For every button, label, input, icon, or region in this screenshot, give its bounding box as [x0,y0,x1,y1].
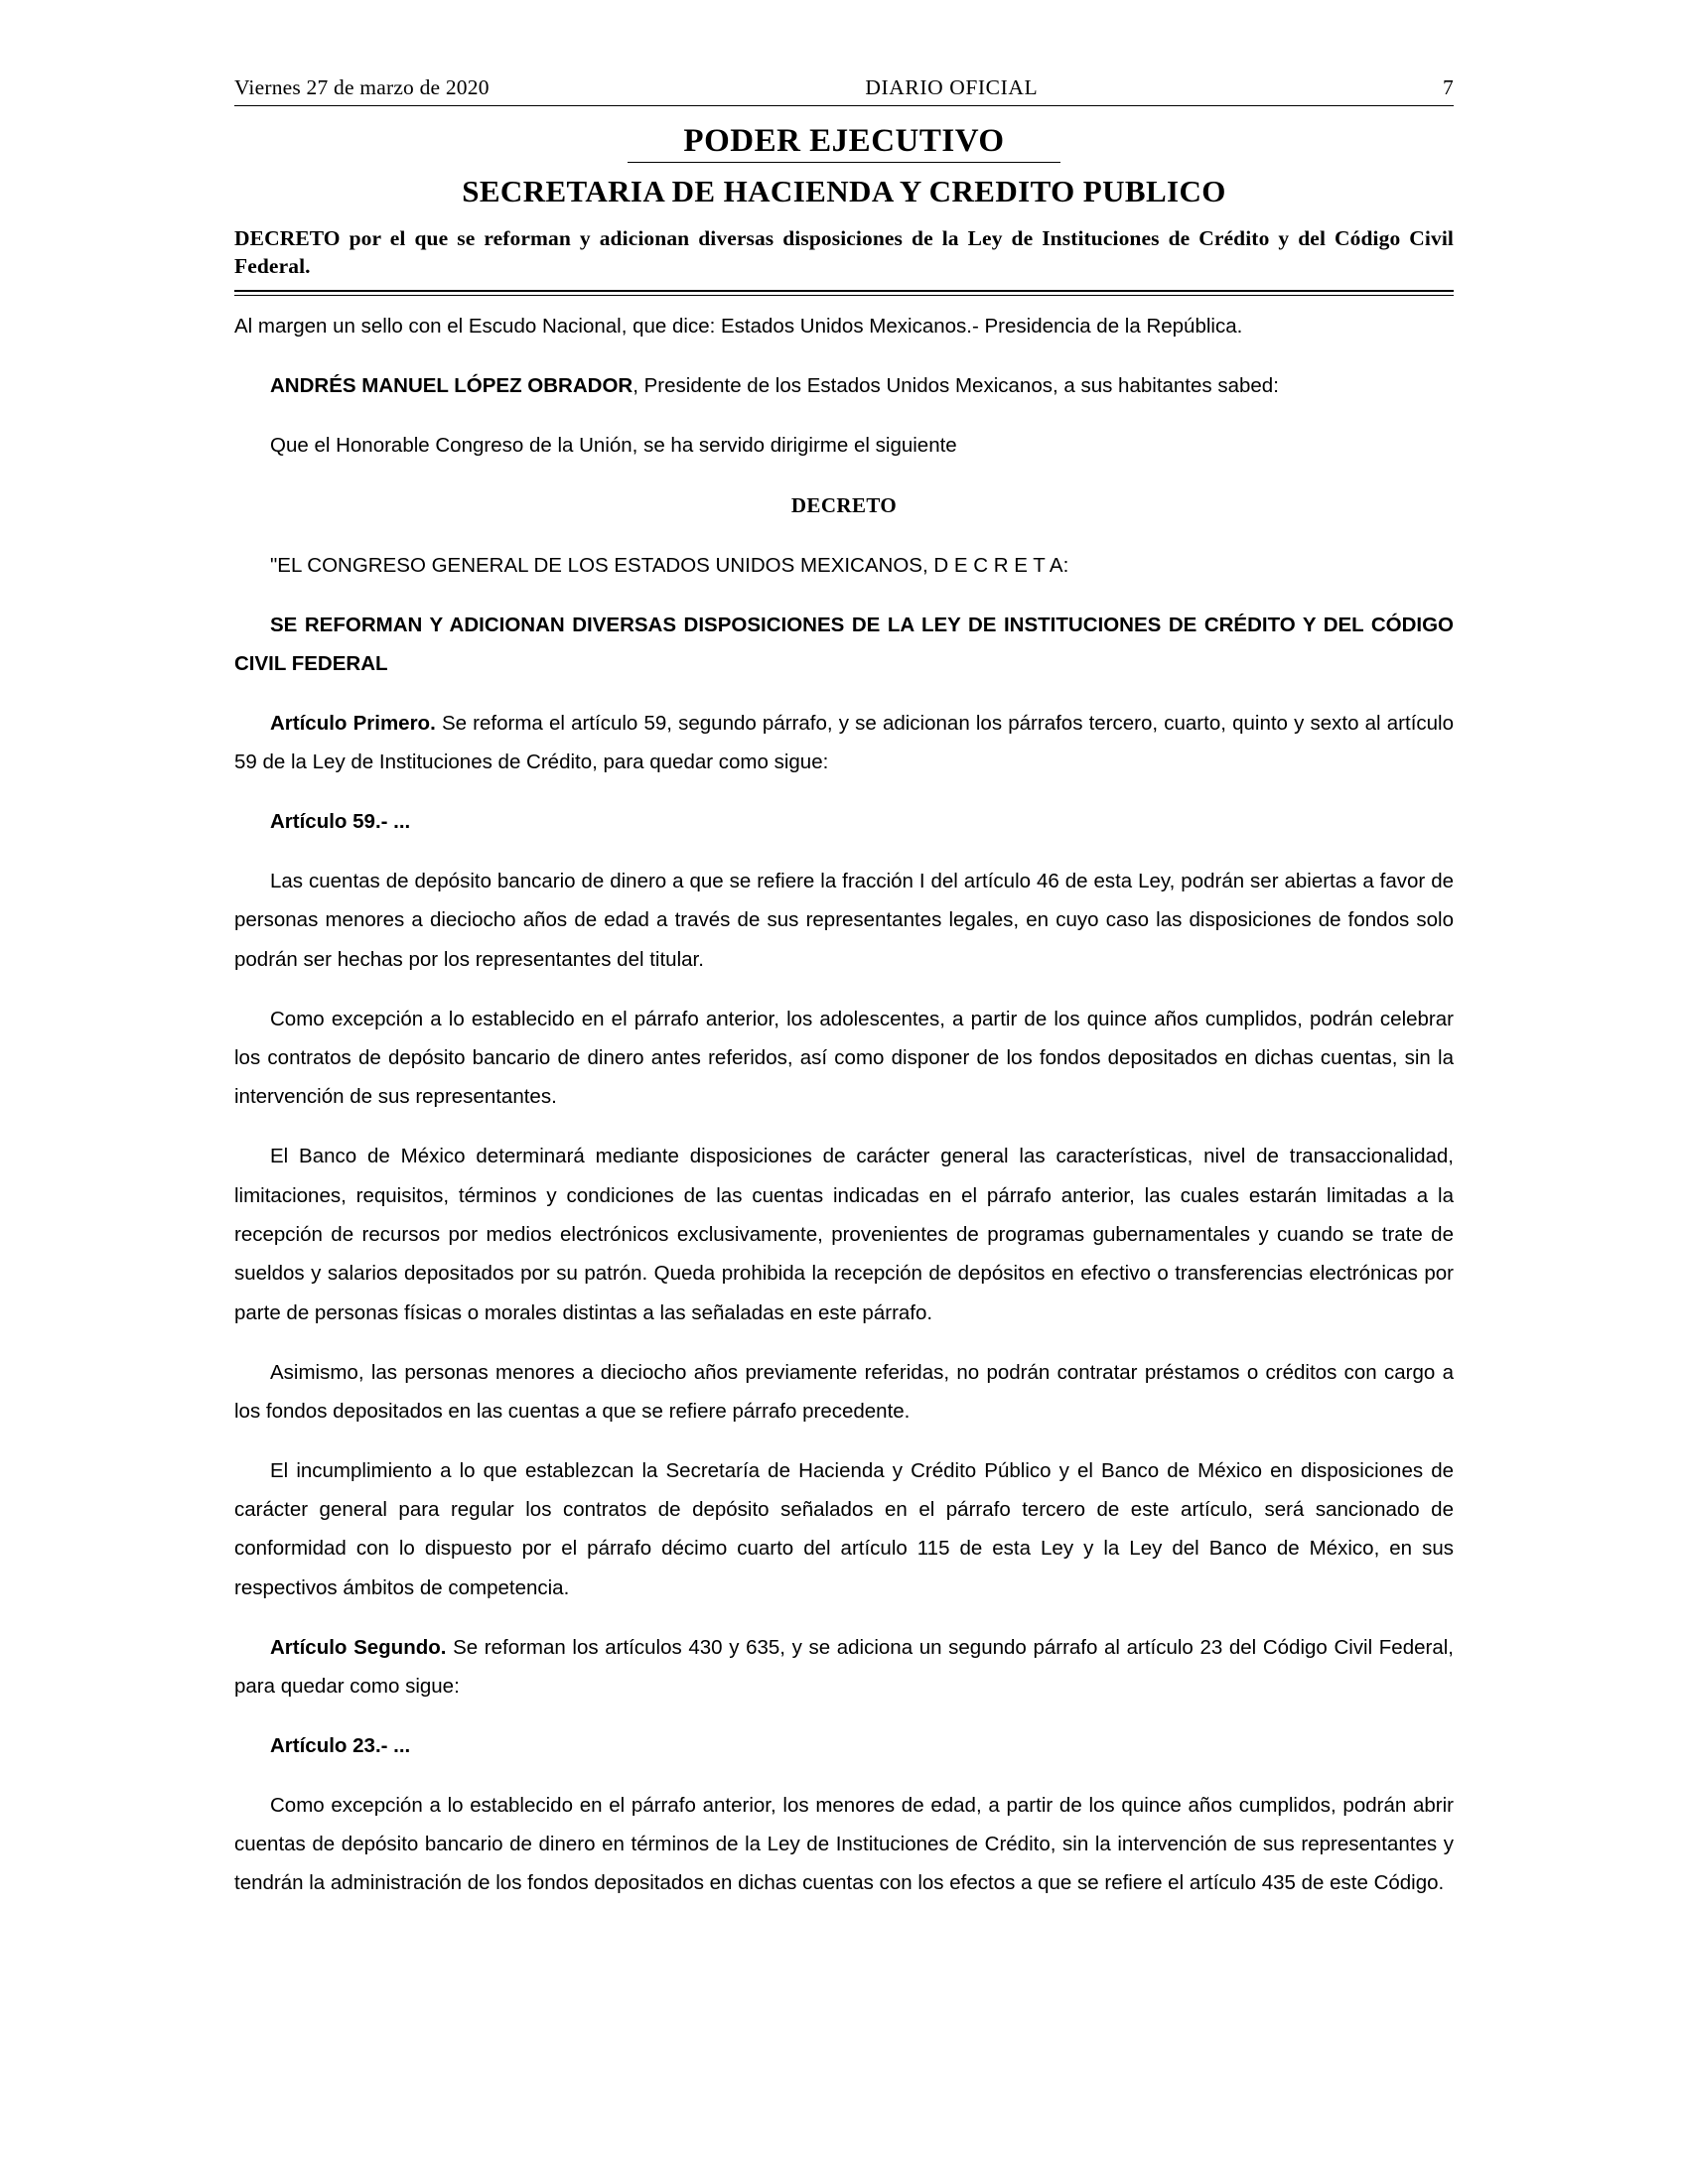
paragraph-cuentas-deposito: Las cuentas de depósito bancario de dinero a que se refiere la fracción I del artículo 46 de esta Ley, podrán ser abiertas a favor de personas menores a dieciocho años de edad a través de sus representantes legales, en cuyo caso las disposiciones de fondos solo podrán ser hechas por los representantes del titular. [234,870,1454,971]
page-number: 7 [1443,75,1454,99]
articulo-59-label: Artículo 59.- ... [270,810,411,834]
paragraph-presidente [234,366,1454,405]
paragraph-incumplimiento: El incumplimiento a lo que establezcan la Secretaría de Hacienda y Crédito Público y el Banco de México en disposiciones de carácter general para regular los contratos de depósito señalados en el párrafo tercero de este artículo, será sancionado de conformidad con lo dispuesto por el párrafo décimo cuarto del artículo 115 de esta Ley y la Ley del Banco de México, en sus respectivos ámbitos de competencia. [234,1458,1454,1599]
paragraph-sello: Al margen un sello con el Escudo Nacional, que dice: Estados Unidos Mexicanos.- Presidencia de la República. [234,315,1243,339]
running-head-date: Viernes 27 de marzo de 2020 [234,75,490,99]
articulo-segundo-text: Se reforman los artículos 430 y 635, y se adiciona un segundo párrafo al artículo 23 del Código Civil Federal, para quedar como sigue: [234,1635,1454,1699]
poder-ejecutivo-heading-wrap [234,123,1454,163]
section-divider [234,290,1454,296]
decreto-word: DECRETO [790,492,898,517]
paragraph-excepcion-adolescentes: Como excepción a lo establecido en el párrafo anterior, los adolescentes, a partir de los quince años cumplidos, podrán celebrar los contratos de depósito bancario de dinero antes referidos, así como disponer de los fondos depositados en dichas cuentas, sin la intervención de sus representantes. [234,1007,1454,1109]
articulo-23-label: Artículo 23.- ... [270,1733,411,1757]
articulo-primero-label: Artículo Primero. [270,712,436,735]
secretaria-heading: SECRETARIA DE HACIENDA Y CREDITO PUBLICO [462,174,1226,208]
articulo-primero-text: Se reforma el artículo 59, segundo párrafo, y se adicionan los párrafos tercero, cuarto, quinto y sexto al artículo 59 de la Ley de Instituciones de Crédito, para quedar como sigue: [234,712,1455,774]
paragraph-reformas-titulo: SE REFORMAN Y ADICIONAN DIVERSAS DISPOSICIONES DE LA LEY DE INSTITUCIONES DE CRÉDITO Y DEL CÓDIGO CIVIL FEDERAL [234,613,1454,676]
decreto-title: DECRETO por el que se reforman y adicionan diversas disposiciones de la Ley de Instituciones de Crédito y del Código Civil Federal. [234,226,1454,278]
page-content [234,75,1454,1923]
articulo-segundo-label: Artículo Segundo. [270,1635,447,1659]
running-head [234,75,1454,106]
paragraph-articulo-segundo [234,1628,1454,1706]
president-name: ANDRÉS MANUEL LÓPEZ OBRADOR [270,373,633,397]
paragraph-congreso-decreta: "EL CONGRESO GENERAL DE LOS ESTADOS UNIDOS MEXICANOS, D E C R E T A: [270,553,1069,577]
president-rest: , Presidente de los Estados Unidos Mexicanos, a sus habitantes sabed: [633,373,1279,397]
paragraph-prestamos: Asimismo, las personas menores a dieciocho años previamente referidas, no podrán contratar préstamos o créditos con cargo a los fondos depositados en las cuentas a que se refiere párrafo precedente. [234,1360,1454,1423]
running-head-publication: DIARIO OFICIAL [865,75,1039,99]
paragraph-articulo-primero [234,704,1454,782]
paragraph-banco-de-mexico: El Banco de México determinará mediante disposiciones de carácter general las características, nivel de transaccionalidad, limitaciones, requisitos, términos y condiciones de las cuentas indicadas en el párrafo anterior, las cuales estarán limitadas a la recepción de recursos por medios electrónicos exclusivamente, provenientes de programas gubernamentales y cuando se trate de sueldos y salarios depositados por su patrón. Queda prohibida la recepción de depósitos en efectivo o transferencias electrónicas por parte de personas físicas o morales distintas a las señaladas en este párrafo. [234,1145,1454,1324]
paragraph-congreso: Que el Honorable Congreso de la Unión, se ha servido dirigirme el siguiente [270,433,957,457]
poder-ejecutivo-heading: PODER EJECUTIVO [628,123,1059,163]
paragraph-excepcion-menores: Como excepción a lo establecido en el párrafo anterior, los menores de edad, a partir de los quince años cumplidos, podrán abrir cuentas de depósito bancario de dinero en términos de la Ley de Instituciones de Crédito, sin la intervención de sus representantes y tendrán la administración de los fondos depositados en dichas cuentas con los efectos a que se refiere el artículo 435 de este Código. [234,1793,1454,1895]
